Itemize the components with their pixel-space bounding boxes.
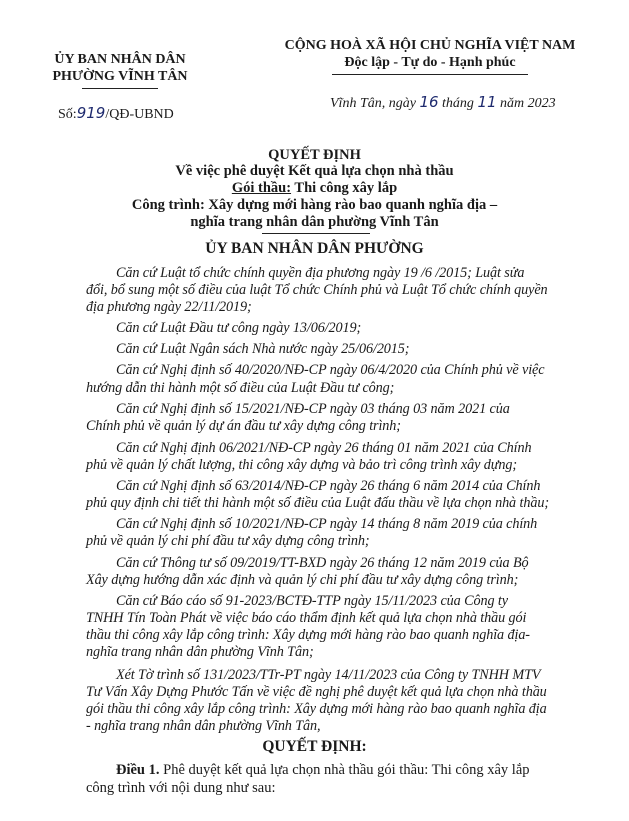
article-1-label: Điều 1. (116, 762, 160, 778)
preamble-line: nghĩa trang nhân dân phường Vĩnh Tân; (86, 644, 314, 660)
decision-section-heading: QUYẾT ĐỊNH: (262, 738, 367, 755)
preamble-line: hướng dẫn thi hành một số điều của Luật Đầu tư công; (86, 380, 395, 396)
preamble-line: Xét Tờ trình số 131/2023/TTr-PT ngày 14/11/2023 của Công ty TNHH MTV (116, 667, 541, 683)
preamble-line: Căn cứ Thông tư số 09/2019/TT-BXD ngày 26 tháng 12 năm 2019 của Bộ (116, 555, 529, 571)
document-number: Số:919/QĐ-UBND (58, 104, 174, 122)
preamble-line: Căn cứ Nghị định số 40/2020/NĐ-CP ngày 06/4/2020 của Chính phủ về việc (116, 362, 545, 378)
preamble-line: Tư Vấn Xây Dựng Phước Tấn về việc đề nghị phê duyệt kết quả lựa chọn nhà thầu (86, 684, 547, 700)
preamble-line: phủ về quản lý chi phí đầu tư xây dựng công trình; (86, 533, 370, 549)
handwritten-day: 16 (419, 93, 439, 111)
preamble-line: Căn cứ Nghị định số 63/2014/NĐ-CP ngày 26 tháng 6 năm 2014 của Chính (116, 478, 541, 494)
preamble-line: phủ quy định chi tiết thi hành một số điều của Luật đấu thầu về lựa chọn nhà thầu; (86, 495, 549, 511)
project-line2: nghĩa trang nhân dân phường Vĩnh Tân (190, 214, 439, 230)
decision-heading: QUYẾT ĐỊNH (268, 147, 361, 163)
org-name-line1: ỦY BAN NHÂN DÂN (54, 52, 186, 67)
preamble-line: gói thầu thi công xây lắp công trình: Xây dựng mới hàng rào bao quanh nghĩa địa (86, 701, 547, 717)
package-value: Thi công xây lắp (294, 180, 398, 196)
handwritten-doc-number: 919 (76, 104, 106, 122)
preamble-line: Căn cứ Nghị định số 15/2021/NĐ-CP ngày 03 tháng 03 năm 2021 của (116, 401, 510, 417)
nation-motto: Độc lập - Tự do - Hạnh phúc (344, 55, 516, 70)
article-1-line1: Điều 1. Phê duyệt kết quả lựa chọn nhà thầu gói thầu: Thi công xây lắp (116, 762, 530, 778)
nation-title: CỘNG HOÀ XÃ HỘI CHỦ NGHĨA VIỆT NAM (284, 38, 576, 53)
article-1-line2: công trình với nội dung như sau: (86, 780, 276, 796)
preamble-line: Xây dựng hướng dẫn xác định và quản lý chi phí đầu tư xây dựng công trình; (86, 572, 519, 588)
preamble-line: địa phương ngày 22/11/2019; (86, 299, 252, 315)
preamble-line: Căn cứ Báo cáo số 91-2023/BCTĐ-TTP ngày 15/11/2023 của Công ty (116, 593, 508, 609)
authority-heading: ỦY BAN NHÂN DÂN PHƯỜNG (205, 240, 424, 257)
project-line1: Công trình: Xây dựng mới hàng rào bao quanh nghĩa địa – (131, 197, 498, 213)
org-name-line2: PHƯỜNG VĨNH TÂN (52, 69, 188, 84)
title-underline (262, 233, 370, 234)
preamble-line: đổi, bổ sung một số điều của luật Tổ chức Chính phủ và Luật Tổ chức chính quyền (86, 282, 548, 298)
preamble-line: Chính phủ về quản lý dự án đầu tư xây dựng công trình; (86, 418, 401, 434)
handwritten-month: 11 (477, 93, 497, 111)
preamble-line: TNHH Tín Toàn Phát về việc báo cáo thẩm định kết quả lựa chọn nhà thầu gói (86, 610, 527, 626)
motto-underline (332, 74, 528, 75)
document-date: Vĩnh Tân, ngày 16 tháng 11 năm 2023 (330, 93, 556, 111)
preamble-line: Căn cứ Nghị định số 10/2021/NĐ-CP ngày 14 tháng 8 năm 2019 của chính (116, 516, 538, 532)
preamble-line: Căn cứ Luật Ngân sách Nhà nước ngày 25/06/2015; (116, 341, 410, 357)
preamble-line: phủ về quản lý chất lượng, thi công xây dựng và bảo trì công trình xây dựng; (86, 457, 517, 473)
preamble-line: - nghĩa trang nhân dân phường Vĩnh Tân, (86, 718, 321, 734)
preamble-line: Căn cứ Luật Đầu tư công ngày 13/06/2019; (116, 320, 362, 336)
package-label: Gói thầu: (231, 180, 292, 196)
package-line (0, 180, 629, 197)
preamble-line: Căn cứ Nghị định 06/2021/NĐ-CP ngày 26 tháng 01 năm 2021 của Chính (116, 440, 532, 456)
preamble-line: thầu thi công xây lắp công trình: Xây dựng mới hàng rào bao quanh nghĩa địa- (86, 627, 530, 643)
org-underline (82, 88, 158, 89)
preamble-line: Căn cứ Luật tổ chức chính quyền địa phương ngày 19 /6 /2015; Luật sửa (116, 265, 525, 281)
decision-subject: Về việc phê duyệt Kết quả lựa chọn nhà thầu (175, 163, 454, 179)
